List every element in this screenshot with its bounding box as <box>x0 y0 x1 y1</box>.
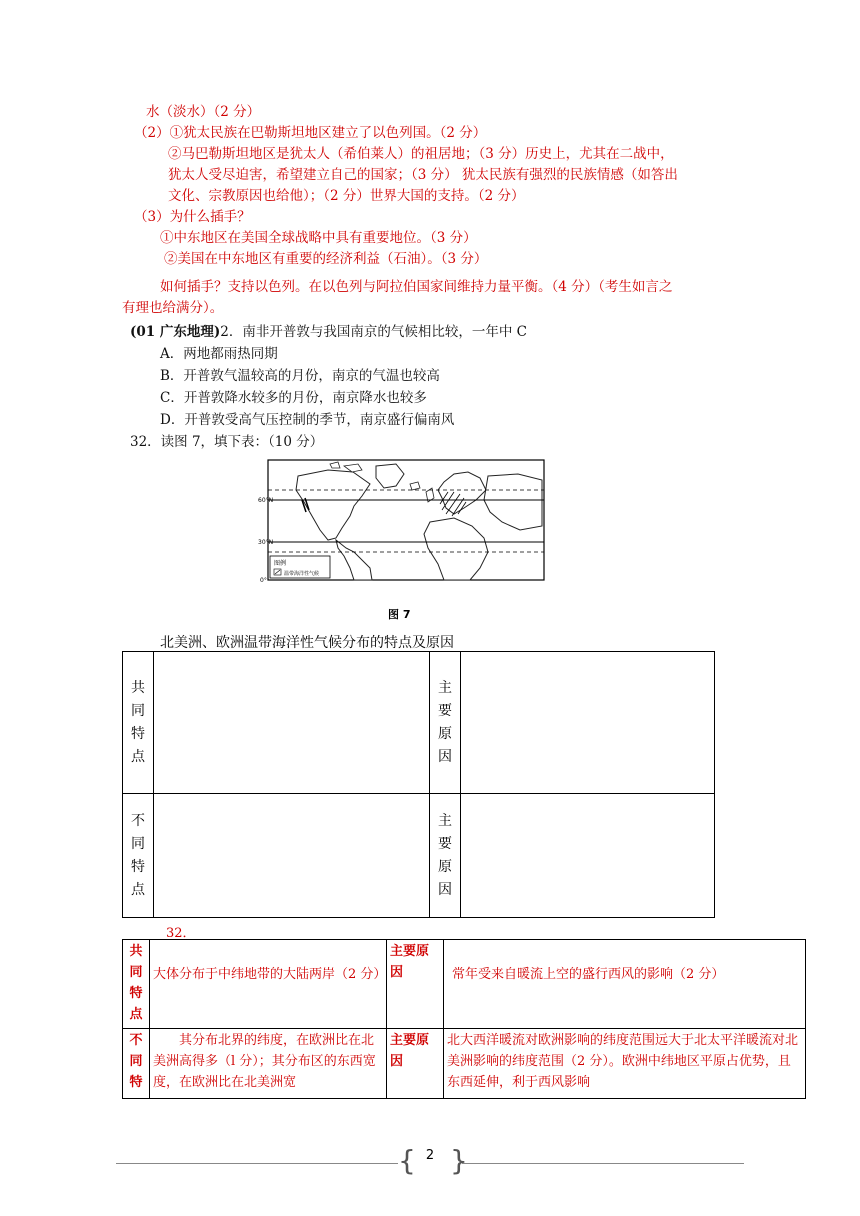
page-number: 2 <box>425 1148 435 1163</box>
cell-different-features-blank[interactable] <box>154 794 430 918</box>
answer-line-9: 如何插手？支持以色列。在以色列与阿拉伯国家间维持力量平衡。（4 分）（考生如言之 <box>160 279 673 295</box>
map-legend-item: 温带海洋性气候 <box>284 571 320 577</box>
footer-brace-left: { <box>398 1144 416 1177</box>
question-2-option-d: D．开普敦受高气压控制的季节，南京盛行偏南风 <box>160 412 455 428</box>
answer-line-8: ②美国在中东地区有重要的经济利益（石油）。（3 分） <box>164 251 488 267</box>
cell-common-features-blank[interactable] <box>154 652 430 794</box>
world-map-figure <box>258 456 546 584</box>
footer-brace-right: } <box>450 1144 468 1177</box>
answer-line-4: 犹太人受尽迫害，希望建立自己的国家；（3 分） 犹太民族有强烈的民族情感（如答出 <box>168 167 678 183</box>
question-32-stem: 32．读图 7，填下表：（10 分） <box>130 434 324 450</box>
answer-line-2: （2）①犹太民族在巴勒斯坦地区建立了以色列国。（2 分） <box>134 125 487 141</box>
answer-key-table <box>122 939 806 1099</box>
latitude-0-label: 0° <box>260 577 267 584</box>
question-2-text: 2．南非开普敦与我国南京的气候相比较，一年中 C <box>220 324 527 340</box>
question-2-source: (01 广东地理) <box>130 324 221 340</box>
question-2-option-c: C．开普敦降水较多的月份，南京降水也较多 <box>160 390 427 406</box>
label-main-reason-1 <box>430 652 461 794</box>
answer-line-1: 水（淡水）（2 分） <box>146 104 261 120</box>
latitude-30n-label: 30°N <box>258 539 274 546</box>
answer-line-10: 有理也给满分）。 <box>122 300 224 316</box>
label-different-features-text: 不同特点 <box>131 812 145 898</box>
label-different-features <box>123 794 154 918</box>
answer-line-3: ②马巴勒斯坦地区是犹太人（希伯莱人）的祖居地；（3 分）历史上，尤其在二战中， <box>168 146 674 162</box>
answer-label-common <box>123 940 150 1029</box>
answer-label-reason-1: 主要原因 <box>387 940 444 1029</box>
blank-answer-table <box>122 651 715 918</box>
answer-line-5: 文化、宗教原因也给他）；（2 分）世界大国的支持。（2 分） <box>168 188 525 204</box>
answer-label-reason-2: 主要原因 <box>387 1029 444 1099</box>
question-2-option-b: B．开普敦气温较高的月份，南京的气温也较高 <box>160 368 440 384</box>
table-title: 北美洲、欧洲温带海洋性气候分布的特点及原因 <box>160 635 454 651</box>
cell-different-reason-blank[interactable] <box>461 794 715 918</box>
figure-caption: 图 7 <box>388 608 411 621</box>
latitude-60n-label: 60°N <box>258 497 274 504</box>
footer-rule-left <box>116 1163 398 1164</box>
answer-line-6: （3）为什么插手？ <box>134 209 251 225</box>
label-main-reason-2-text: 主要原因 <box>438 812 452 898</box>
label-common-features-text: 共同特点 <box>131 679 145 765</box>
answer-label-different-text: 不同特 <box>129 1033 143 1090</box>
answer-label-common-text: 共同特点 <box>129 944 143 1022</box>
answer-line-7: ①中东地区在美国全球战略中具有重要地位。（3 分） <box>160 230 477 246</box>
label-main-reason-1-text: 主要原因 <box>438 679 452 765</box>
label-common-features <box>123 652 154 794</box>
map-legend-title: 图例 <box>274 560 287 567</box>
cell-common-reason-blank[interactable] <box>461 652 715 794</box>
question-2-stem <box>130 322 527 342</box>
footer-rule-right <box>462 1163 744 1164</box>
answer-common-text: 大体分布于中纬地带的大陆两岸（2 分） <box>150 940 387 1029</box>
answer-common-reason: 常年受来自暖流上空的盛行西风的影响（2 分） <box>444 940 806 1029</box>
question-2-option-a: A．两地都雨热同期 <box>160 346 278 362</box>
answer-different-reason: 北大西洋暖流对欧洲影响的纬度范围远大于北太平洋暖流对北美洲影响的纬度范围（2 分）。欧洲中纬地区平原占优势，且东西延伸，利于西风影响 <box>444 1029 806 1099</box>
answer-different-text: 其分布北界的纬度，在欧洲比在北美洲高得多（l 分）；其分布区的东西宽度，在欧洲比在北美洲宽 <box>150 1029 387 1099</box>
label-main-reason-2 <box>430 794 461 918</box>
answer-label-different <box>123 1029 150 1099</box>
answer-32-label: 32． <box>166 926 196 941</box>
